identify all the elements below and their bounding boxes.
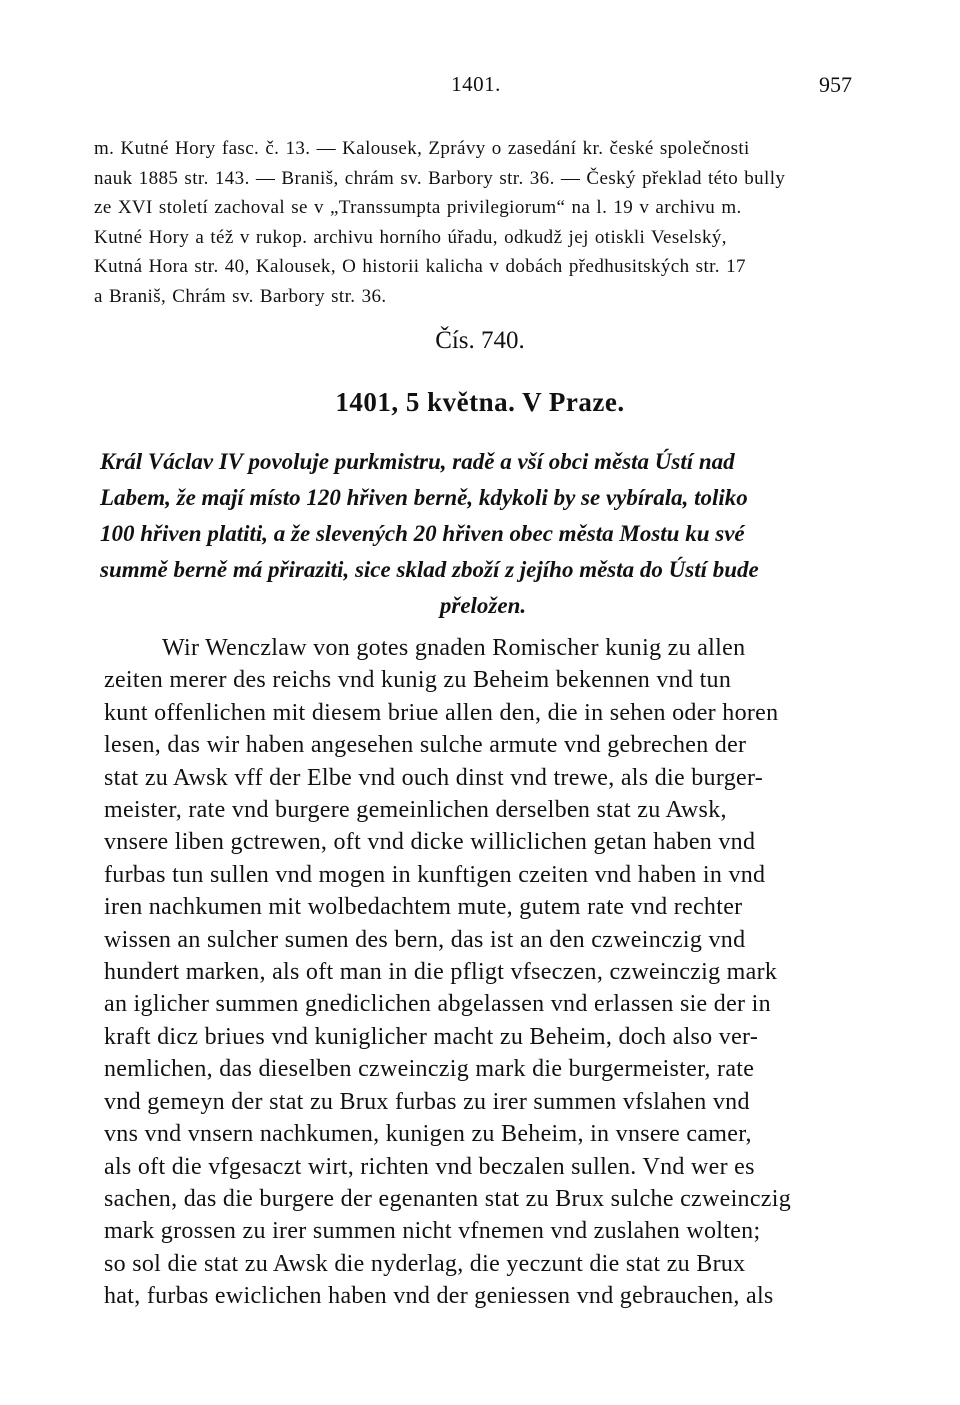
- text-line: kunt offenlichen mit diesem briue allen den, die in sehen oder horen: [104, 699, 779, 726]
- regest-line: Král Václav IV povoluje purkmistru, radě a vší obci města Ústí nad: [100, 449, 735, 474]
- note-line: Kutná Hora str. 40, Kalousek, O historii kalicha v dobách předhusitských str. 17: [94, 256, 746, 277]
- text-line: Wir Wenczlaw von gotes gnaden Romischer kunig zu allen: [162, 635, 746, 661]
- text-line: mark grossen zu irer summen nicht vfnemen vnd zuslahen wolten;: [104, 1218, 761, 1245]
- note-line: a Braniš, Chrám sv. Barbory str. 36.: [94, 285, 387, 307]
- regest-line: summě berně má přiraziti, sice sklad zboží z jejího města do Ústí bude: [100, 557, 759, 582]
- running-header: [100, 72, 852, 104]
- text-line: wissen an sulcher sumen des bern, das ist an den czweinczig vnd: [104, 926, 746, 953]
- text-line: vnsere liben gctrewen, oft vnd dicke williclichen getan haben vnd: [104, 829, 756, 856]
- source-notes: [94, 134, 864, 311]
- text-line: als oft die vfgesaczt wirt, richten vnd beczalen sullen. Vnd wer es: [104, 1153, 755, 1180]
- text-line: furbas tun sullen vnd mogen in kunftigen czeiten vnd haben in vnd: [104, 861, 766, 888]
- regest-line: přeložen.: [439, 593, 527, 618]
- regest-line: Labem, že mají místo 120 hřiven berně, kdykoli by se vybírala, toliko: [100, 485, 748, 510]
- document-body-text: [104, 632, 860, 1313]
- note-line: m. Kutné Hory fasc. č. 13. — Kalousek, Zprávy o zasedání kr. české společnosti: [94, 138, 750, 159]
- document-regest: [100, 444, 866, 624]
- text-line: hundert marken, als oft man in die pfligt vfseczen, czweinczig mark: [104, 959, 778, 986]
- note-line: Kutné Hory a též v rukop. archivu horního úřadu, odkudž jej otiskli Veselský,: [94, 226, 727, 248]
- note-line: ze XVI století zachoval se v „Transsumpta privilegiorum“ na l. 19 v archivu m.: [94, 197, 742, 218]
- text-line: iren nachkumen mit wolbedachtem mute, gutem rate vnd rechter: [104, 894, 743, 921]
- text-line: vns vnd vnsern nachkumen, kunigen zu Beheim, in vnsere camer,: [104, 1121, 752, 1148]
- text-line: meister, rate vnd burgere gemeinlichen derselben stat zu Awsk,: [104, 797, 727, 824]
- page-number: 957: [819, 72, 852, 97]
- text-line: vnd gemeyn der stat zu Brux furbas zu irer summen vfslahen vnd: [104, 1088, 750, 1115]
- document-date-place: 1401, 5 května. V Praze.: [335, 387, 625, 417]
- regest-line: 100 hřiven platiti, a že slevených 20 hřiven obec města Mostu ku své: [100, 521, 745, 546]
- text-line: sachen, das die burgere der egenanten stat zu Brux sulche czweinczig: [104, 1185, 792, 1212]
- text-line: an iglicher summen gnediclichen abgelassen vnd erlassen sie der in: [104, 991, 771, 1018]
- text-line: hat, furbas ewiclichen haben vnd der geniessen vnd gebrauchen, als: [104, 1283, 774, 1310]
- text-line: so sol die stat zu Awsk die nyderlag, die yeczunt die stat zu Brux: [104, 1250, 746, 1277]
- text-line: stat zu Awsk vff der Elbe vnd ouch dinst vnd trewe, als die burger-: [104, 764, 764, 791]
- text-line: kraft dicz briues vnd kuniglicher macht zu Beheim, doch also ver-: [104, 1023, 759, 1050]
- note-line: nauk 1885 str. 143. — Braniš, chrám sv. Barbory str. 36. — Český překlad této bully: [94, 167, 786, 189]
- document-number: Čís. 740.: [435, 327, 525, 354]
- text-line: zeiten merer des reichs vnd kunig zu Beheim bekennen vnd tun: [104, 667, 732, 694]
- text-line: nemlichen, das dieselben czweinczig mark die burgermeister, rate: [104, 1056, 755, 1083]
- text-line: lesen, das wir haben angesehen sulche armute vnd gebrechen der: [104, 732, 747, 759]
- header-year: 1401.: [451, 72, 501, 96]
